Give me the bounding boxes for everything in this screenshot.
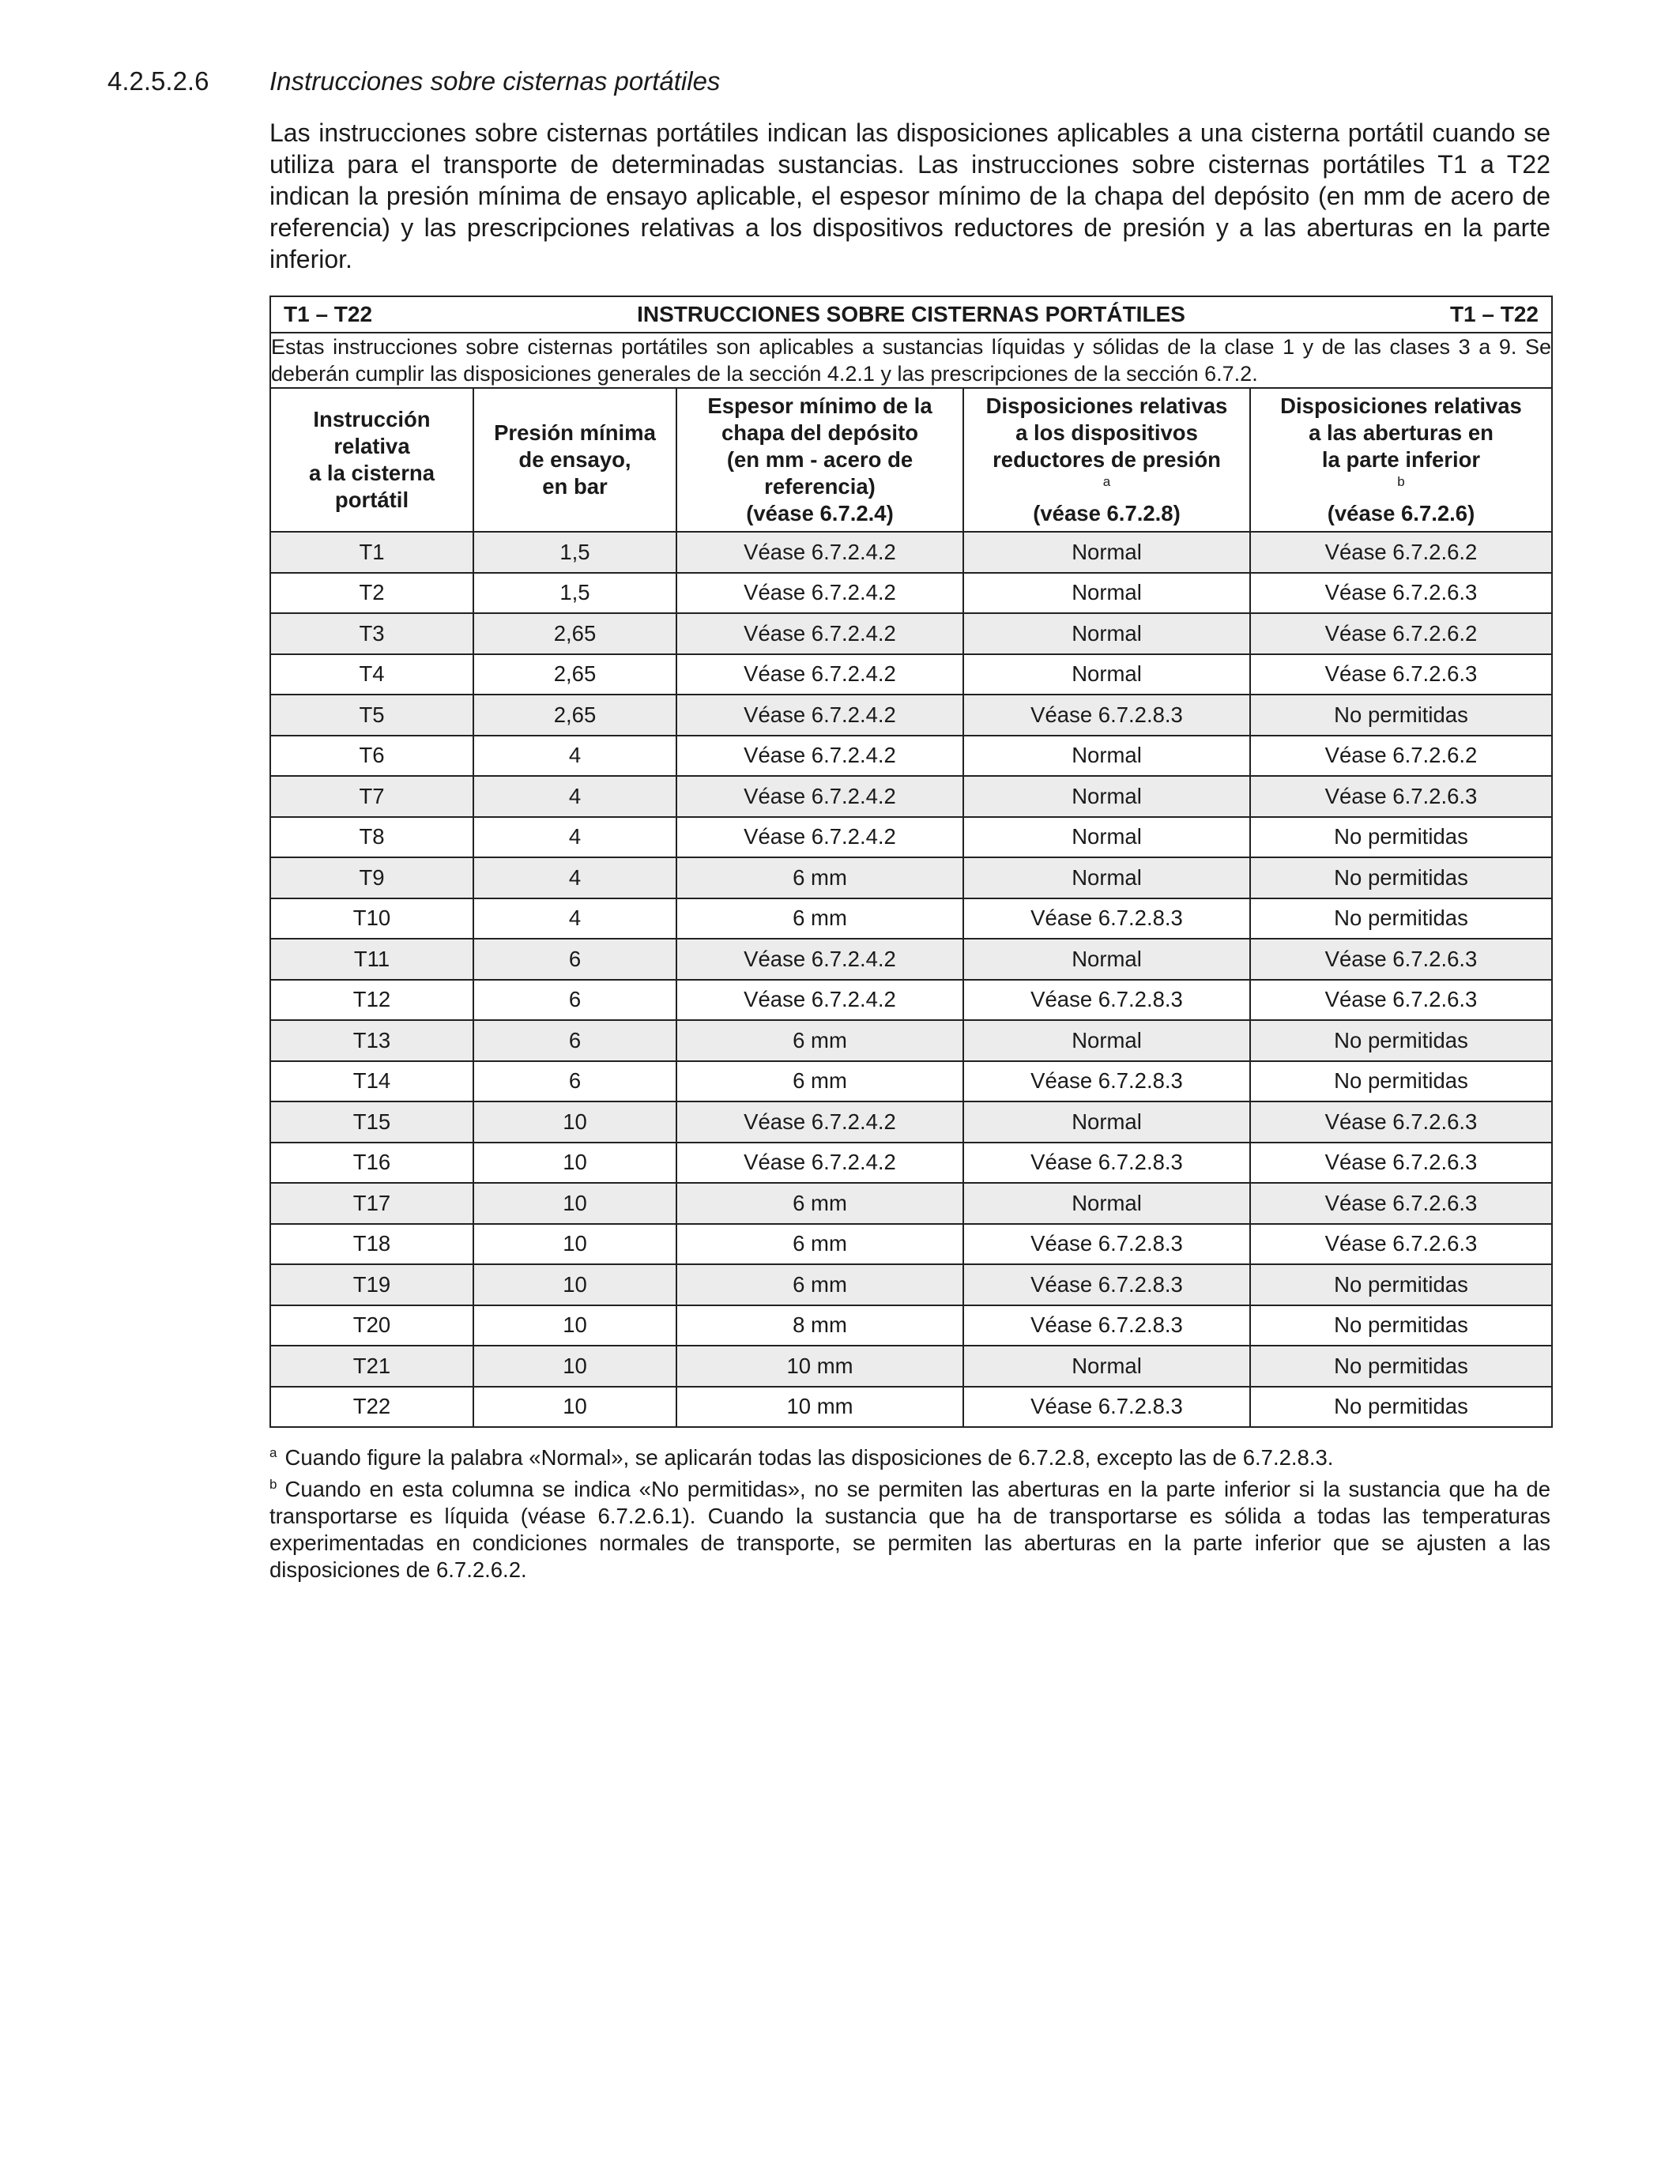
shell-thickness-cell: 10 mm <box>676 1387 963 1428</box>
pressure-relief-cell: Normal <box>963 1346 1250 1387</box>
pressure-relief-cell: Véase 6.7.2.8.3 <box>963 1387 1250 1428</box>
pressure-relief-cell: Véase 6.7.2.8.3 <box>963 1264 1250 1305</box>
pressure-relief-cell: Normal <box>963 532 1250 573</box>
test-pressure-cell: 10 <box>473 1264 676 1305</box>
bottom-openings-cell: Véase 6.7.2.6.2 <box>1250 532 1552 573</box>
instruction-cell: T1 <box>270 532 473 573</box>
table-row <box>270 1346 1552 1387</box>
pressure-relief-cell: Véase 6.7.2.8.3 <box>963 1061 1250 1102</box>
table-header-left: T1 – T22 <box>284 302 373 326</box>
test-pressure-cell: 6 <box>473 1020 676 1061</box>
instruction-cell: T9 <box>270 857 473 898</box>
pressure-relief-cell: Normal <box>963 1101 1250 1143</box>
footnotes <box>269 1444 1550 1588</box>
shell-thickness-cell: Véase 6.7.2.4.2 <box>676 695 963 736</box>
table-scope-text: Estas instrucciones sobre cisternas portátiles son aplicables a sustancias líquidas y sólidas de la clase 1 y de las clases 3 a 9. Se deberán cumplir las disposiciones generales de la sección 4.2.1 y las prescripciones de la sección 6.7.2. <box>270 333 1552 388</box>
bottom-openings-cell: No permitidas <box>1250 1387 1552 1428</box>
pressure-relief-cell: Normal <box>963 1183 1250 1224</box>
instruction-cell: T4 <box>270 654 473 695</box>
shell-thickness-cell: 6 mm <box>676 1224 963 1265</box>
test-pressure-cell: 10 <box>473 1101 676 1143</box>
instruction-cell: T6 <box>270 736 473 777</box>
column-header-test-pressure: Presión mínima de ensayo, en bar <box>473 388 676 532</box>
instruction-cell: T13 <box>270 1020 473 1061</box>
table-row <box>270 898 1552 939</box>
bottom-openings-cell: No permitidas <box>1250 1061 1552 1102</box>
pressure-relief-cell: Normal <box>963 613 1250 654</box>
table-header-title: INSTRUCCIONES SOBRE CISTERNAS PORTÁTILES <box>637 302 1185 326</box>
instruction-cell: T12 <box>270 980 473 1021</box>
shell-thickness-cell: Véase 6.7.2.4.2 <box>676 736 963 777</box>
pressure-relief-cell: Normal <box>963 1020 1250 1061</box>
test-pressure-cell: 10 <box>473 1143 676 1184</box>
table-body <box>270 532 1552 1427</box>
footnote-a: $^a$ Cuando figure la palabra «Normal», se aplicarán todas las disposiciones de 6.7.2.8, excepto las de 6.7.2.8.3. <box>269 1444 1334 1470</box>
footnote-ref-a: a <box>1102 473 1111 489</box>
table-header-right: T1 – T22 <box>1449 302 1539 326</box>
test-pressure-cell: 4 <box>473 857 676 898</box>
table-row <box>270 654 1552 695</box>
table-row <box>270 776 1552 817</box>
pressure-relief-cell: Véase 6.7.2.8.3 <box>963 695 1250 736</box>
shell-thickness-cell: 8 mm <box>676 1305 963 1346</box>
instruction-cell: T21 <box>270 1346 473 1387</box>
intro-paragraph: Las instrucciones sobre cisternas portátiles indican las disposiciones aplicables a una cisterna portátil cuando se utiliza para el transporte de determinadas sustancias. Las instrucciones sobre cisternas portátiles T1 a T22 indican la presión mínima de ensayo aplicable, el espesor mínimo de la chapa del depósito (en mm de acero de referencia) y las prescripciones relativas a los dispositivos reductores de presión y a las aberturas en la parte inferior. <box>269 119 1550 273</box>
table-row <box>270 1183 1552 1224</box>
test-pressure-cell: 1,5 <box>473 573 676 614</box>
section-number: 4.2.5.2.6 <box>107 66 209 96</box>
table-scope-row <box>270 333 1552 388</box>
shell-thickness-cell: Véase 6.7.2.4.2 <box>676 776 963 817</box>
shell-thickness-cell: Véase 6.7.2.4.2 <box>676 817 963 858</box>
pressure-relief-cell: Normal <box>963 939 1250 980</box>
instruction-cell: T11 <box>270 939 473 980</box>
shell-thickness-cell: 6 mm <box>676 1020 963 1061</box>
footnote-ref-b: b <box>1397 473 1405 489</box>
pressure-relief-cell: Véase 6.7.2.8.3 <box>963 1305 1250 1346</box>
bottom-openings-cell: Véase 6.7.2.6.2 <box>1250 613 1552 654</box>
table-row <box>270 532 1552 573</box>
instruction-cell: T19 <box>270 1264 473 1305</box>
instruction-cell: T2 <box>270 573 473 614</box>
table-title-row <box>270 296 1552 333</box>
pressure-relief-cell: Normal <box>963 736 1250 777</box>
pressure-relief-cell: Véase 6.7.2.8.3 <box>963 1143 1250 1184</box>
column-header-bottom-openings: Disposiciones relativas a las aberturas en la parte inferior $^b$ (véase 6.7.2.6) <box>1250 388 1552 532</box>
table-row <box>270 857 1552 898</box>
table-row <box>270 1387 1552 1428</box>
test-pressure-cell: 6 <box>473 1061 676 1102</box>
footnote-b: $^b$ Cuando en esta columna se indica «No permitidas», no se permiten las aberturas en la parte inferior si la sustancia que ha de transportarse es líquida (véase 6.7.2.6.1). Cuando la sustancia que ha de transportarse es sólida a todas las temperaturas experimentadas en condiciones normales de transporte, se permiten las aberturas en la parte inferior que se ajusten a las disposiciones de 6.7.2.6.2. <box>269 1476 1550 1582</box>
shell-thickness-cell: Véase 6.7.2.4.2 <box>676 532 963 573</box>
bottom-openings-cell: No permitidas <box>1250 1346 1552 1387</box>
table-row <box>270 573 1552 614</box>
test-pressure-cell: 10 <box>473 1224 676 1265</box>
pressure-relief-cell: Normal <box>963 573 1250 614</box>
bottom-openings-cell: No permitidas <box>1250 1305 1552 1346</box>
table-row <box>270 1101 1552 1143</box>
shell-thickness-cell: Véase 6.7.2.4.2 <box>676 573 963 614</box>
instruction-cell: T8 <box>270 817 473 858</box>
instruction-cell: T16 <box>270 1143 473 1184</box>
shell-thickness-cell: 6 mm <box>676 1264 963 1305</box>
test-pressure-cell: 6 <box>473 980 676 1021</box>
bottom-openings-cell: Véase 6.7.2.6.2 <box>1250 736 1552 777</box>
instruction-cell: T20 <box>270 1305 473 1346</box>
bottom-openings-cell: Véase 6.7.2.6.3 <box>1250 776 1552 817</box>
test-pressure-cell: 2,65 <box>473 654 676 695</box>
pressure-relief-cell: Normal <box>963 776 1250 817</box>
pressure-relief-cell: Normal <box>963 817 1250 858</box>
test-pressure-cell: 10 <box>473 1183 676 1224</box>
shell-thickness-cell: Véase 6.7.2.4.2 <box>676 654 963 695</box>
bottom-openings-cell: No permitidas <box>1250 695 1552 736</box>
shell-thickness-cell: Véase 6.7.2.4.2 <box>676 939 963 980</box>
test-pressure-cell: 4 <box>473 898 676 939</box>
bottom-openings-cell: Véase 6.7.2.6.3 <box>1250 573 1552 614</box>
bottom-openings-cell: No permitidas <box>1250 1020 1552 1061</box>
instruction-cell: T15 <box>270 1101 473 1143</box>
test-pressure-cell: 4 <box>473 736 676 777</box>
table-row <box>270 939 1552 980</box>
bottom-openings-cell: Véase 6.7.2.6.3 <box>1250 1183 1552 1224</box>
test-pressure-cell: 10 <box>473 1305 676 1346</box>
bottom-openings-cell: No permitidas <box>1250 898 1552 939</box>
column-header-instruction: Instrucción relativa a la cisterna portátil <box>270 388 473 532</box>
test-pressure-cell: 10 <box>473 1346 676 1387</box>
shell-thickness-cell: 6 mm <box>676 898 963 939</box>
pressure-relief-cell: Véase 6.7.2.8.3 <box>963 980 1250 1021</box>
shell-thickness-cell: Véase 6.7.2.4.2 <box>676 613 963 654</box>
instruction-cell: T10 <box>270 898 473 939</box>
table-row <box>270 1305 1552 1346</box>
shell-thickness-cell: 6 mm <box>676 1061 963 1102</box>
test-pressure-cell: 4 <box>473 817 676 858</box>
instruction-cell: T7 <box>270 776 473 817</box>
bottom-openings-cell: Véase 6.7.2.6.3 <box>1250 939 1552 980</box>
pressure-relief-cell: Véase 6.7.2.8.3 <box>963 898 1250 939</box>
table-row <box>270 1061 1552 1102</box>
instruction-cell: T14 <box>270 1061 473 1102</box>
table-row <box>270 1020 1552 1061</box>
portable-tank-instructions-table <box>269 296 1553 1428</box>
bottom-openings-cell: Véase 6.7.2.6.3 <box>1250 980 1552 1021</box>
test-pressure-cell: 10 <box>473 1387 676 1428</box>
table-row <box>270 695 1552 736</box>
section-title: Instrucciones sobre cisternas portátiles <box>269 66 721 96</box>
bottom-openings-cell: Véase 6.7.2.6.3 <box>1250 1101 1552 1143</box>
table-row <box>270 613 1552 654</box>
pressure-relief-cell: Normal <box>963 857 1250 898</box>
bottom-openings-cell: Véase 6.7.2.6.3 <box>1250 1224 1552 1265</box>
column-header-shell-thickness: Espesor mínimo de la chapa del depósito (en mm - acero de referencia) (véase 6.7.2.4) <box>676 388 963 532</box>
table-row <box>270 736 1552 777</box>
column-header-pressure-relief: Disposiciones relativas a los dispositivos reductores de presión $^a$ (véase 6.7.2.8) <box>963 388 1250 532</box>
table-row <box>270 1264 1552 1305</box>
bottom-openings-cell: No permitidas <box>1250 817 1552 858</box>
table-row <box>270 1224 1552 1265</box>
bottom-openings-cell: No permitidas <box>1250 857 1552 898</box>
shell-thickness-cell: 6 mm <box>676 857 963 898</box>
shell-thickness-cell: 6 mm <box>676 1183 963 1224</box>
shell-thickness-cell: Véase 6.7.2.4.2 <box>676 980 963 1021</box>
instruction-cell: T18 <box>270 1224 473 1265</box>
instruction-cell: T17 <box>270 1183 473 1224</box>
test-pressure-cell: 1,5 <box>473 532 676 573</box>
test-pressure-cell: 2,65 <box>473 695 676 736</box>
table-row <box>270 980 1552 1021</box>
bottom-openings-cell: Véase 6.7.2.6.3 <box>1250 1143 1552 1184</box>
test-pressure-cell: 2,65 <box>473 613 676 654</box>
shell-thickness-cell: Véase 6.7.2.4.2 <box>676 1143 963 1184</box>
instruction-cell: T3 <box>270 613 473 654</box>
pressure-relief-cell: Normal <box>963 654 1250 695</box>
table-row <box>270 817 1552 858</box>
bottom-openings-cell: Véase 6.7.2.6.3 <box>1250 654 1552 695</box>
instruction-cell: T5 <box>270 695 473 736</box>
test-pressure-cell: 4 <box>473 776 676 817</box>
instruction-cell: T22 <box>270 1387 473 1428</box>
table-row <box>270 1143 1552 1184</box>
shell-thickness-cell: Véase 6.7.2.4.2 <box>676 1101 963 1143</box>
bottom-openings-cell: No permitidas <box>1250 1264 1552 1305</box>
test-pressure-cell: 6 <box>473 939 676 980</box>
pressure-relief-cell: Véase 6.7.2.8.3 <box>963 1224 1250 1265</box>
column-header-row <box>270 388 1552 532</box>
shell-thickness-cell: 10 mm <box>676 1346 963 1387</box>
